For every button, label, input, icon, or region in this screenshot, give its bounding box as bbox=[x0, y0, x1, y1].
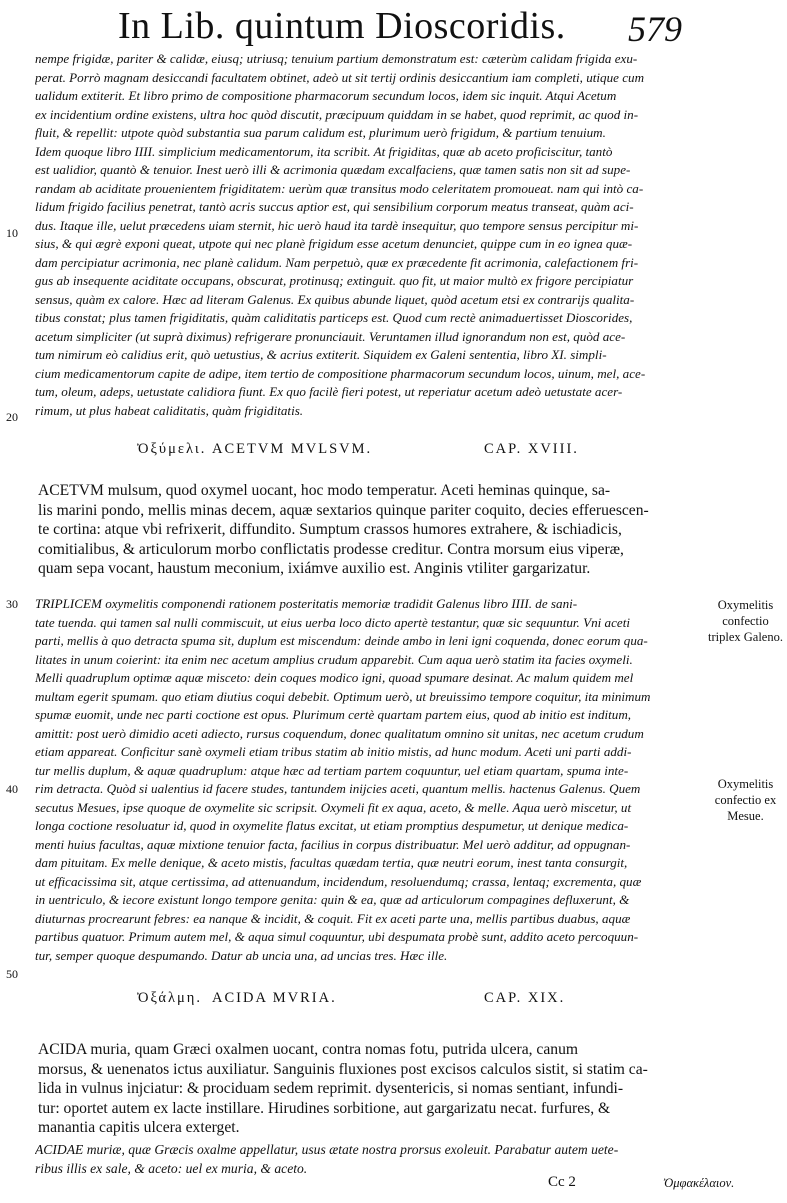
text-line: tur mellis duplum, & aquæ quadruplum: atque hæc ad tertiam partem coquuntur, uel etiam quartam, spuma inte- bbox=[35, 762, 629, 778]
text-line: ACETVM mulsum, quod oxymel uocant, hoc modo temperatur. Aceti heminas quinque, sa- bbox=[38, 482, 611, 499]
text-line: fluit, & repellit: utpote quòd substantia sua parum calidum est, plurimum uerò frigidum, & partium tenuium. bbox=[35, 125, 606, 140]
dioscorides-text-acetum-mulsum bbox=[38, 481, 688, 579]
dioscorides-text-acida-muria bbox=[38, 1040, 688, 1138]
text-line: tur, semper quoque despumando. Datur ab uncia una, ad uncias tres. Hæc ille. bbox=[35, 947, 448, 963]
text-line: diuturnas procrearunt febres: ea nanque & incidit, & coquit. Fit ex aceti parte una, mellis partibus duabus, aquæ bbox=[35, 910, 631, 926]
text-line: dus. Itaque ille, uelut præcedens uiam sternit, hic uerò haud ita tardè insequitur, quo tempore sensus percipitur mi- bbox=[35, 217, 639, 233]
text-line: acetum simpliciter (ut suprà diximus) refrigerare pronunciauit. Veruntamen illud ignorandum non est, quòd ace- bbox=[35, 328, 626, 344]
page-number: 579 bbox=[628, 9, 682, 49]
text-line: multam egerit spumam. quo etiam diutius coqui debebit. Optimum uerò, ut breuissimo tempore coquitur, ita minimum bbox=[35, 688, 651, 704]
text-line: ribus illis ex sale, & aceto: uel ex muria, & aceto. bbox=[35, 1161, 308, 1176]
side-note-mesue: Oxymelitis confectio ex Mesue. bbox=[714, 777, 777, 823]
chapter-greek-title: Ὀξύμελι. bbox=[137, 441, 207, 457]
text-line: nempe frigidæ, pariter & calidæ, eiusq; utriusq; tenuium partium demonstratum est: cæterùm calidam frigida exu- bbox=[35, 51, 638, 66]
text-line: morsus, & uenenatos ictus auxiliatur. Sanguinis fluxiones post excisos calculos sistit, si statim ca- bbox=[38, 1060, 648, 1078]
text-line: te cortina: atque vbi refrixerit, diffundito. Sumptum crassos humores extrahere, & ischiadicis, bbox=[38, 521, 622, 539]
chapter-latin-title: ACIDA MVRIA. bbox=[212, 990, 337, 1006]
text-line: lidum frigido facilius penetrat, tantò acris succus aptior est, qui sensibilium corporum meatus transeat, quàm aci- bbox=[35, 199, 634, 214]
side-note-galen: Oxymelitis confectio triplex Galeno. bbox=[708, 598, 783, 644]
text-line: spumæ euomit, unde nec parti coctione est opus. Plurimum certè quartam partem eius, quod ab initio est inditum, bbox=[35, 707, 632, 722]
text-line: TRIPLICEM oxymelitis componendi rationem posteritatis memoriæ tradidit Galenus libro IIII. de sani- bbox=[35, 596, 578, 611]
text-line: etiam appareat. Conficitur sanè oxymeli etiam tribus statim ab initio mistis, ad hunc modum. Aceti uni parti addi- bbox=[35, 744, 632, 759]
text-line: randam ab aciditate prouenientem frigiditatem: uerùm quæ transitus modo celeritatem promoueat. nam qui intò ca- bbox=[35, 180, 644, 196]
text-line: cium medicamentorum capite de adipe, item tertio de compositione pharmacorum secundum locos, uinum, mel, ace- bbox=[35, 365, 646, 381]
text-line: gus ab insequente aciditate occupans, obscurat, protinusq; extinguit. quo fit, ut maior multò ex frigore percipiatur bbox=[35, 273, 634, 288]
chapter-number: CAP. XVIII. bbox=[484, 441, 579, 457]
page-footer bbox=[0, 1172, 787, 1196]
margin-line-number: 50 bbox=[6, 967, 18, 981]
margin-line-number: 30 bbox=[6, 597, 18, 611]
chapter-heading-19 bbox=[0, 990, 787, 1012]
margin-line-number: 10 bbox=[6, 226, 18, 240]
text-line: dam pituitam. Ex melle denique, & aceto mistis, facultas quædam tertia, quæ neutri eorum, inest tanta consurgit, bbox=[35, 855, 628, 870]
text-line: sensus, quàm ex calore. Hæc ad literam Galenus. Ex quibus abunde liquet, quòd acetum etsi ex contrarijs qualita- bbox=[35, 291, 635, 307]
text-line: parti, mellis à quo detracta spuma sit, duplum est miscendum: deinde ambo in leni igni coquenda, donec eorum qua- bbox=[35, 633, 648, 648]
text-line: comitialibus, & articulorum morbo conflictatis prodesse creditur. Contra morsum eius viperæ, bbox=[38, 540, 624, 558]
chapter-number: CAP. XIX. bbox=[484, 990, 566, 1006]
text-line: tum, oleum, adeps, uetustate calidiora fiunt. Ex quo facilè fieri potest, ut reperiatur acetum adeò uetustate acer- bbox=[35, 384, 623, 399]
chapter-heading-18 bbox=[0, 441, 787, 463]
text-line: ut efficacissima sit, atque certissima, ad attenuandum, incidendum, resoluendumq; crassa, lentaq; excrementa, quæ bbox=[35, 873, 642, 889]
margin-line-number: 40 bbox=[6, 782, 18, 796]
text-line: dam percipiatur acrimonia, nec planè calidum. Nam perpetuò, quæ ex præcedente fit acrimonia, calefactionem fri- bbox=[35, 254, 639, 270]
text-line: ACIDAE muriæ, quæ Græcis oxalme appellatur, usus ætate nostra prorsus exoleuit. Parabatur autem uete- bbox=[35, 1142, 619, 1157]
signature-mark: Cc 2 bbox=[548, 1174, 576, 1190]
text-line: ex incidentium ordine existens, ultra hoc quòd discutit, præcipuum quiddam in se habet, quod reprimit, ac quod in- bbox=[35, 106, 639, 122]
page-header bbox=[0, 4, 787, 48]
chapter-latin-title: ACETVM MVLSVM. bbox=[212, 441, 373, 457]
text-line: longa coctione resoluatur id, quod in oxymelite flatus excitat, ut etiam promptius despumetur, ut denique medica- bbox=[35, 818, 629, 833]
text-line: partibus quatuor. Primum autem mel, & aqua simul coquuntur, ubi despumata probè sunt, addito aceto percoquun- bbox=[35, 929, 639, 944]
text-line: manantia capitis ulcera exterget. bbox=[38, 1119, 240, 1137]
catchword: Ὀμφακέλαιον. bbox=[663, 1176, 735, 1190]
text-line: est ualidior, quantò & tenuior. Inest uerò illi & acrimonia quædam excalfaciens, quæ tamen satis non sit ad supe- bbox=[35, 162, 631, 177]
running-title: In Lib. quintum Dioscoridis. bbox=[118, 5, 566, 47]
text-line: tibus constat; plus tamen frigiditatis, quàm caliditatis particeps est. Quod cum rectè animaduertisset Dioscorides, bbox=[35, 310, 633, 325]
margin-line-number: 20 bbox=[6, 410, 18, 424]
text-line: Melli quadruplum optimæ aquæ misceto: dein coques modico igni, quoad spumare desinat. Ac malum quidem mel bbox=[35, 670, 634, 685]
text-line: tum nimirum eò calidius erit, quò uetustius, & acrius extiterit. Siquidem ex Galeni sententia, libro XI. simpli- bbox=[35, 347, 607, 362]
text-line: sius, & qui ægrè exponi queat, utpote qui nec planè frigidum esse acetum denunciet, quippe cum in eo ignea quæ- bbox=[35, 236, 633, 251]
text-line: tur: oportet autem ex lacte instillare. Hirudines sorbitione, aut gargarizatu necat. furfures, & bbox=[38, 1099, 611, 1117]
commentary-block-oxymel bbox=[35, 595, 695, 965]
text-line: ualidum extiterit. Et libro primo de compositione pharmacorum secundum locos, idem sic inquit. Atqui Acetum bbox=[35, 88, 617, 103]
text-line: lis marini pondo, mellis minas decem, aquæ sextarios quinque pariter coquito, decies efferuescen- bbox=[38, 501, 649, 519]
text-line: amittit: post uerò dimidio aceti adiecto, rursus coquendum, donec qualitatum omnino sit unitas, nec acetum crudum bbox=[35, 725, 644, 741]
text-line: ACIDA muria, quam Græci oxalmen uocant, contra nomas fotu, putrida ulcera, canum bbox=[38, 1041, 578, 1058]
text-line: tate tuenda. qui tamen sal nulli commiscuit, ut eius uerba loco dicto apertè testantur, quæ sic sequuntur. Vni aceti bbox=[35, 614, 630, 630]
commentary-block-vinegar bbox=[35, 50, 695, 420]
chapter-greek-title: Ὀξάλμη. bbox=[137, 990, 203, 1006]
text-line: quam sepa vocant, haustum meconium, ixiámve auxilio est. Anginis vtiliter gargarizatur. bbox=[38, 560, 591, 578]
text-line: Idem quoque libro IIII. simplicium medicamentorum, ita scribit. At frigiditas, quæ ab aceto proficiscitur, tantò bbox=[35, 143, 613, 159]
text-line: perat. Porrò magnam desiccandi facultatem obtinet, adeò ut sit tertij ordinis desiccantium iam completi, utique cum bbox=[35, 69, 645, 85]
text-line: secutus Mesues, ipse quoque de oxymelite sic scripsit. Oxymeli fit ex aqua, aceto, & melle. Aqua uerò miscetur, ut bbox=[35, 799, 632, 815]
text-line: rimum, ut plus habeat caliditatis, quàm frigiditatis. bbox=[35, 402, 304, 418]
text-line: in uentriculo, & iecore existunt longo tempore genita: quin & ea, quæ ad articulorum compagines defluxerunt, & bbox=[35, 892, 630, 907]
text-line: litates in unum coierint: ita enim nec acetum amplius crudum apparebit. Cum aqua uerò statim ita facies oxymeli. bbox=[35, 651, 633, 667]
text-line: rim detracta. Quòd si ualentius id facere studes, tantundem inijcies aceti, quantum mellis. hactenus Galenus. Quem bbox=[35, 781, 641, 796]
text-line: lida in vulnus injciatur: & prociduam sedem reprimit. dysentericis, si nomas sentiant, infundi- bbox=[38, 1080, 624, 1098]
text-line: menti huius facultas, aquæ mixtione tenuior facta, facilius in corpus distribuatur. Mel uerò additur, ad oppugnan- bbox=[35, 836, 631, 852]
